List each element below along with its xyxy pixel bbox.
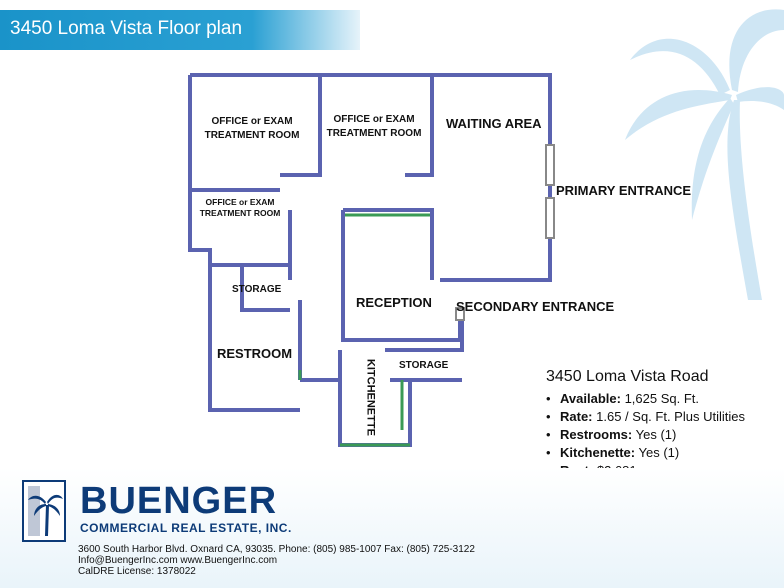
room-label-waiting-area: WAITING AREA [446,116,542,131]
room-label-office-3 [192,197,288,220]
office-2-line-1: OFFICE or EXAM [333,114,415,125]
label-primary-entrance: PRIMARY ENTRANCE [556,183,692,198]
page-title: 3450 Loma Vista Floor plan [10,18,243,39]
palm-tree-graphic [620,0,784,300]
list-item: • Rate: 1.65 / Sq. Ft. Plus Utilities [546,409,745,424]
room-label-office-1 [192,115,312,142]
room-label-reception: RECEPTION [356,295,432,310]
office-1-line-1: OFFICE or EXAM [211,116,293,127]
list-item: • Kitchenette: Yes (1) [546,445,680,460]
list-item: • Available: 1,625 Sq. Ft. [546,391,699,406]
office-3-line-2: TREATMENT ROOM [199,208,281,219]
room-label-storage-2: STORAGE [399,360,449,371]
office-2-line-2: TREATMENT ROOM [326,127,422,139]
office-1-line-2: TREATMENT ROOM [204,129,300,141]
room-label-restroom: RESTROOM [217,346,293,361]
contact-address: 3600 South Harbor Blvd. Oxnard CA, 93035. Phone: (805) 985-1007 Fax: (805) 725-3122 [78,544,475,555]
room-label-storage-1: STORAGE [232,284,282,295]
palm-logo-icon [22,480,66,542]
brand-name: BUENGER [80,480,278,522]
contact-web: Info@BuengerInc.com www.BuengerInc.com [78,555,278,566]
brand-subtitle: COMMERCIAL REAL ESTATE, INC. [80,521,292,535]
contact-info [78,544,475,577]
title-banner [0,10,360,50]
office-3-line-1: OFFICE or EXAM [205,197,275,207]
room-label-office-2 [316,113,432,140]
listing-info [546,368,776,480]
listing-title: 3450 Loma Vista Road [546,368,709,385]
room-label-kitchenette: KITCHENETTE [364,358,377,436]
list-item: • Restrooms: Yes (1) [546,427,677,442]
label-secondary-entrance: SECONDARY ENTRANCE [456,299,615,314]
listing-list [546,390,776,480]
contact-license: CalDRE License: 1378022 [78,566,196,577]
